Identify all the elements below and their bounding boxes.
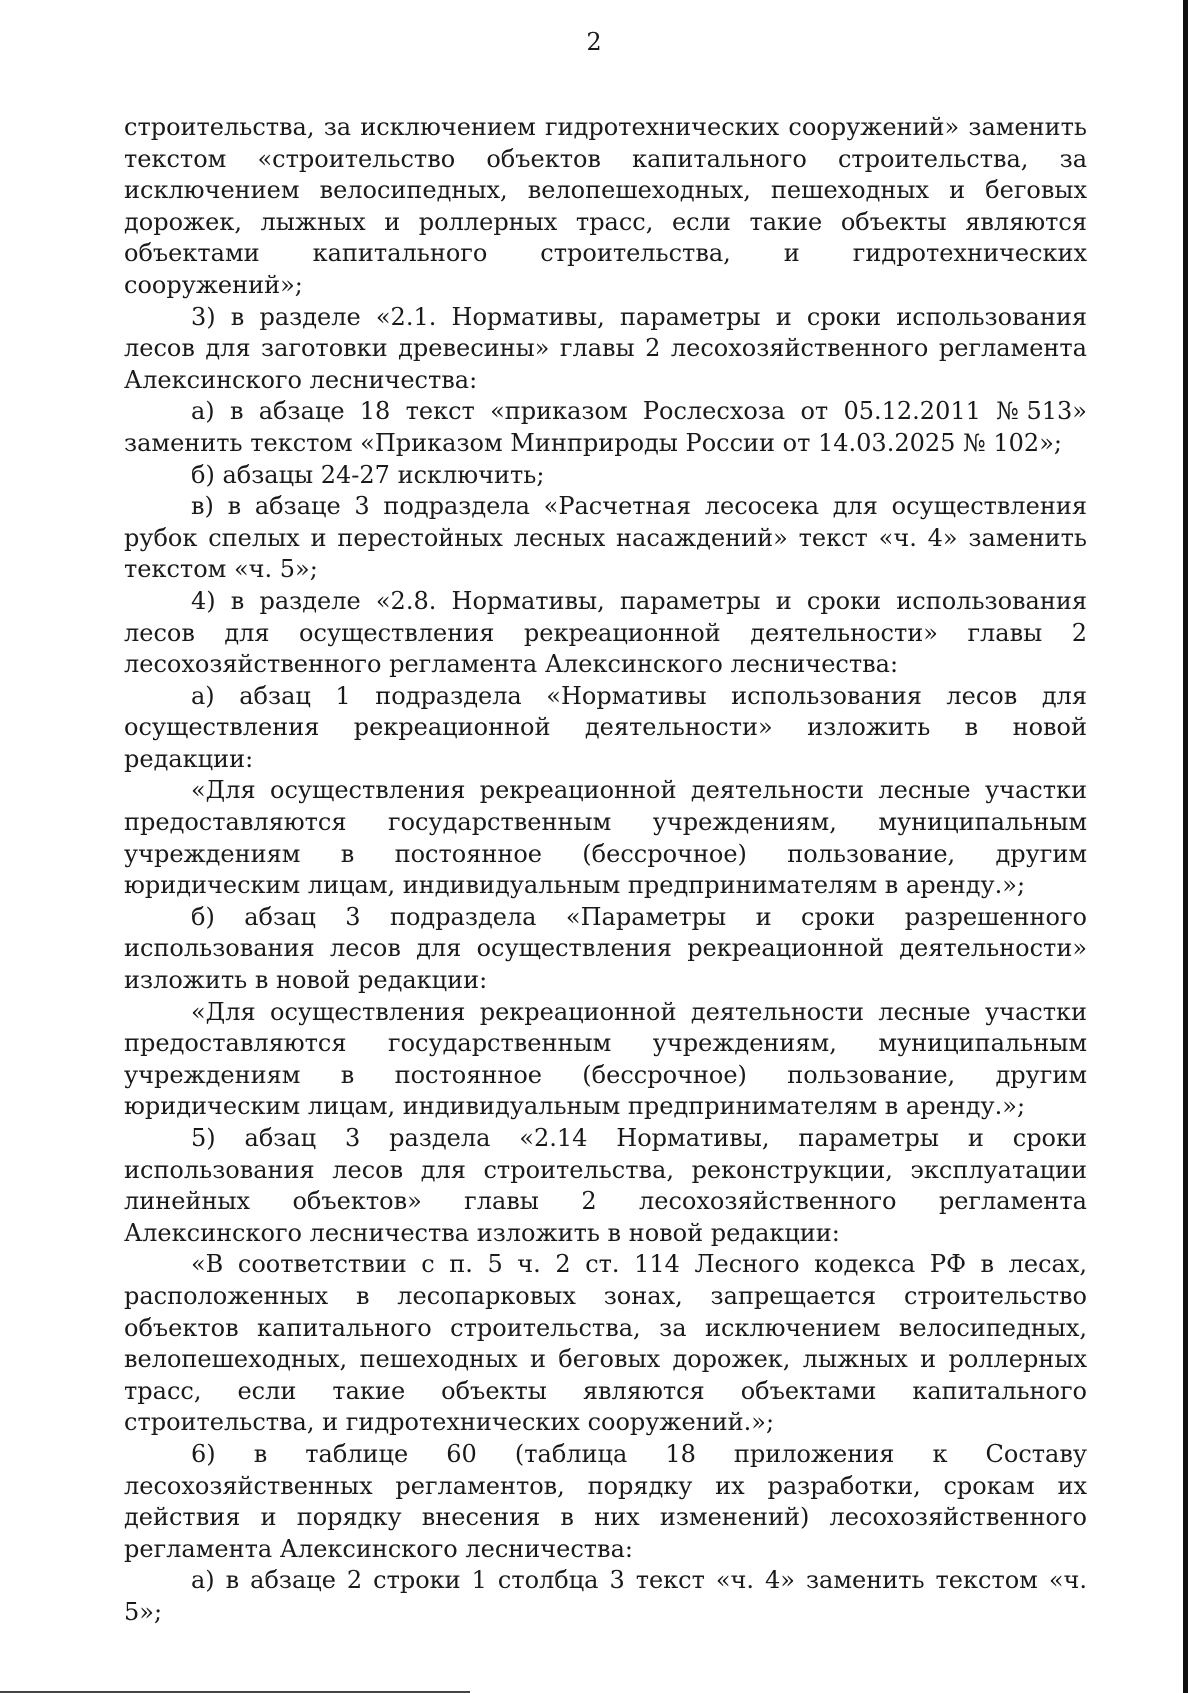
scan-edge-right: [1183, 0, 1188, 1693]
paragraph: 6) в таблице 60 (таблица 18 приложения к Составу лесохозяйственных регламентов, порядку их разработки, срокам их действия и порядку внесения в них изменений) лесохозяйственного регламента Алексинского лесничества:: [124, 1439, 1087, 1563]
paragraph: 4) в разделе «2.8. Нормативы, параметры и сроки использования лесов для осуществления рекреационной деятельности» главы 2 лесохозяйственного регламента Алексинского лесничества:: [124, 586, 1087, 679]
paragraph: а) в абзаце 18 текст «приказом Рослесхоза от 05.12.2011 №513» заменить текстом «Приказом Минприроды России от 14.03.2025 № 102»;: [124, 397, 1087, 457]
paragraph: «В соответствии с п. 5 ч. 2 ст. 114 Лесного кодекса РФ в лесах, расположенных в лесопарковых зонах, запрещается строительство объектов капитального строительства, за исключением велосипедных, велопешеходных, пешеходных и беговых дорожек, лыжных и роллерных трасс, если такие объекты являются объектами капитального строительства, и гидротехнических сооружений.»;: [124, 1250, 1087, 1437]
paragraph: б) абзацы 24-27 исключить;: [191, 460, 545, 489]
paragraph: а) в абзаце 2 строки 1 столбца 3 текст «ч. 4» заменить текстом «ч. 5»;: [124, 1566, 1087, 1626]
paragraph: строительства, за исключением гидротехнических сооружений» заменить текстом «строительство объектов капитального строительства, за исключением велосипедных, велопешеходных, пешеходных и беговых дорожек, лыжных и роллерных трасс, если такие объекты являются объектами капитального строительства, и гидротехнических сооружений»;: [124, 113, 1087, 299]
paragraph: б) абзац 3 подраздела «Параметры и сроки разрешенного использования лесов для осуществления рекреационной деятельности» изложить в новой редакции:: [124, 902, 1087, 995]
paragraph: в) в абзаце 3 подраздела «Расчетная лесосека для осуществления рубок спелых и перестойных лесных насаждений» текст «ч. 4» заменить текстом «ч. 5»;: [124, 492, 1087, 584]
paragraph: 3) в разделе «2.1. Нормативы, параметры и сроки использования лесов для заготовки древесины» главы 2 лесохозяйственного регламента Алексинского лесничества:: [124, 302, 1087, 394]
paragraph: 5) абзац 3 раздела «2.14 Нормативы, параметры и сроки использования лесов для строительства, реконструкции, эксплуатации линейных объектов» главы 2 лесохозяйственного регламента Алексинского лесничества изложить в новой редакции:: [124, 1124, 1087, 1247]
page-number: 2: [586, 28, 602, 56]
paragraph: «Для осуществления рекреационной деятельности лесные участки предоставляются государственным учреждениям, муниципальным учреждениям в постоянное (бессрочное) пользование, другим юридическим лицам, индивидуальным предпринимателям в аренду.»;: [124, 997, 1087, 1121]
paragraph: «Для осуществления рекреационной деятельности лесные участки предоставляются государственным учреждениям, муниципальным учреждениям в постоянное (бессрочное) пользование, другим юридическим лицам, индивидуальным предпринимателям в аренду.»;: [124, 776, 1087, 900]
document-body: [124, 112, 1087, 1629]
paragraph: а) абзац 1 подраздела «Нормативы использования лесов для осуществления рекреационной деятельности» изложить в новой редакции:: [124, 681, 1087, 773]
